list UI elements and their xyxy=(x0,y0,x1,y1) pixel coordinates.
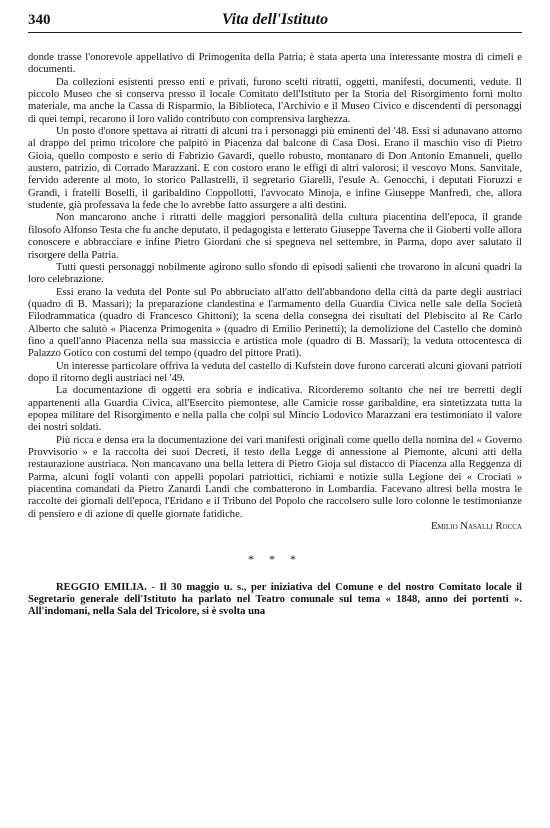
paragraph: Più ricca e densa era la documentazione dei vari manifesti originali come quello della nomina del « Governo Provvisorio » e la raccolta dei suoi Decreti, il testo della Legge di annessione al Piemonte, alcuni atti della restaurazione austriaca. Non mancavano una bella lettera di Pietro Gioja sul distacco di Piacenza alla Reggenza di Parma, alcuni fogli volanti con appelli popolari patriottici, richiami e notizie sulla Legione dei « Crociati » piacentina comandati da Pietro Zanardi Landi che combatterono in Lombardia. Facevano altresì bella mostra le raccolte dei giornali dell'epoca, l'Eridano e il Tribuno del Popolo che raccolsero sulle loro colonne le testimonianze di pensiero e di azione di quelle giornate fatidiche. xyxy=(28,434,522,520)
paragraph: Non mancarono anche i ritratti delle maggiori personalità della cultura piacentina dell'epoca, il grande filosofo Alfonso Testa che fu anche deputato, il pedagogista e letterato Giuseppe Taverna che il Gioberti volle allora conoscere e abbracciare e infine Pietro Giordani che si spegneva nel settembre, in Parma, dopo aver salutato il risorgere della Patria. xyxy=(28,212,522,261)
reggio-emilia-paragraph: REGGIO EMILIA. - Il 30 maggio u. s., per iniziativa del Comune e del nostro Comitato locale il Segretario generale dell'Istituto ha parlato nel Teatro comunale sul tema « 1848, anno dei portenti ». All'indomani, nella Sala del Tricolore, si è svolta una xyxy=(28,581,522,618)
paragraph: Un posto d'onore spettava ai ritratti di alcuni tra i personaggi più eminenti del '48. Essi si adunavano attorno al drappo del primo tricolore che palpitò in Piacenza dal balcone di Casa Dosi. Erano il maschio viso di Pietro Gioia, quello composto e serio di Fabrizio Gavardi, quello robusto, montanaro di Don Antonio Emanueli, quello austero, patrizio, di Corrado Marazzani. E con costoro erano le effigi di altri valorosi; il vescovo Mons. Sanvitale, fervido aderente al moto, lo storico Pallastrelli, il segretario Giarelli, l'esule A. Genocchi, i deputati Fioruzzi e Grandi, i fratelli Boselli, il garibaldino Coppollotti, l'avvocato Minoja, e infine Giuseppe Manfredi, che, allora studente, già professava la fede che lo avrebbe fatto assurgere a alti destini. xyxy=(28,126,522,212)
page-number: 340 xyxy=(28,12,51,28)
running-title: Vita dell'Istituto xyxy=(221,11,329,28)
paragraph: Tutti questi personaggi nobilmente agirono sullo sfondo di episodi salienti che trovarono in alcuni quadri la loro celebrazione. xyxy=(28,261,522,286)
paragraph: La documentazione di oggetti era sobria e indicativa. Ricorderemo soltanto che nei tre berretti degli appartenenti alla Guardia Civica, all'Esercito piemontese, alle Camicie rosse garibaldine, era sintetizzata tutta la epopea militare del Risorgimento e nella palla che colpì sul Mincio Lodovico Marazzani era testimoniato il valore dei nostri soldati. xyxy=(28,385,522,434)
paragraph: Essi erano la veduta del Ponte sul Po abbruciato all'atto dell'abbandono della città da parte degli austriaci (quadro di B. Massari); la preparazione clandestina e l'armamento della Guardia Civica nelle sale della Società Filodrammatica (quadro di Francesco Ghittoni); la scena della consegna dei risultati del Plebiscito al Re Carlo Alberto che salutò « Piacenza Primogenita » (quadro di Emilio Perinetti); la demolizione del Castello che dominò fino a quell'anno Piacenza nella sua massiccia e artistica mole (quadro di B. Massari); la veduta ottocentesca di Palazzo Gotico con costumi del tempo (quadro del pittore Prati). xyxy=(28,286,522,360)
article-body xyxy=(28,52,522,619)
page-header xyxy=(28,10,522,33)
section-separator: * * * xyxy=(248,552,302,567)
paragraph: donde trasse l'onorevole appellativo di Primogenita della Patria; è stata aperta una interessante mostra di cimeli e documenti. xyxy=(28,52,522,76)
paragraph: Un interesse particolare offriva la veduta del castello di Kufstein dove furono carcerati alcuni giovani patrioti dopo il ritorno degli austriaci nel '49. xyxy=(28,360,522,384)
author-signature: Emilio Nasalli Rocca xyxy=(430,521,522,533)
paragraph: Da collezioni esistenti presso enti e privati, furono scelti ritratti, oggetti, manifesti, documenti, vedute. Il piccolo Museo che si conserva presso il locale Comitato dell'Istituto per la Storia del Risorgimento fornì molto materiale, ma anche la Cassa di Risparmio, la Biblioteca, l'Archivio e il Museo Civico e discendenti di personaggi di quei tempi, recarono il loro valido contributo con comprensiva larghezza. xyxy=(28,76,522,125)
